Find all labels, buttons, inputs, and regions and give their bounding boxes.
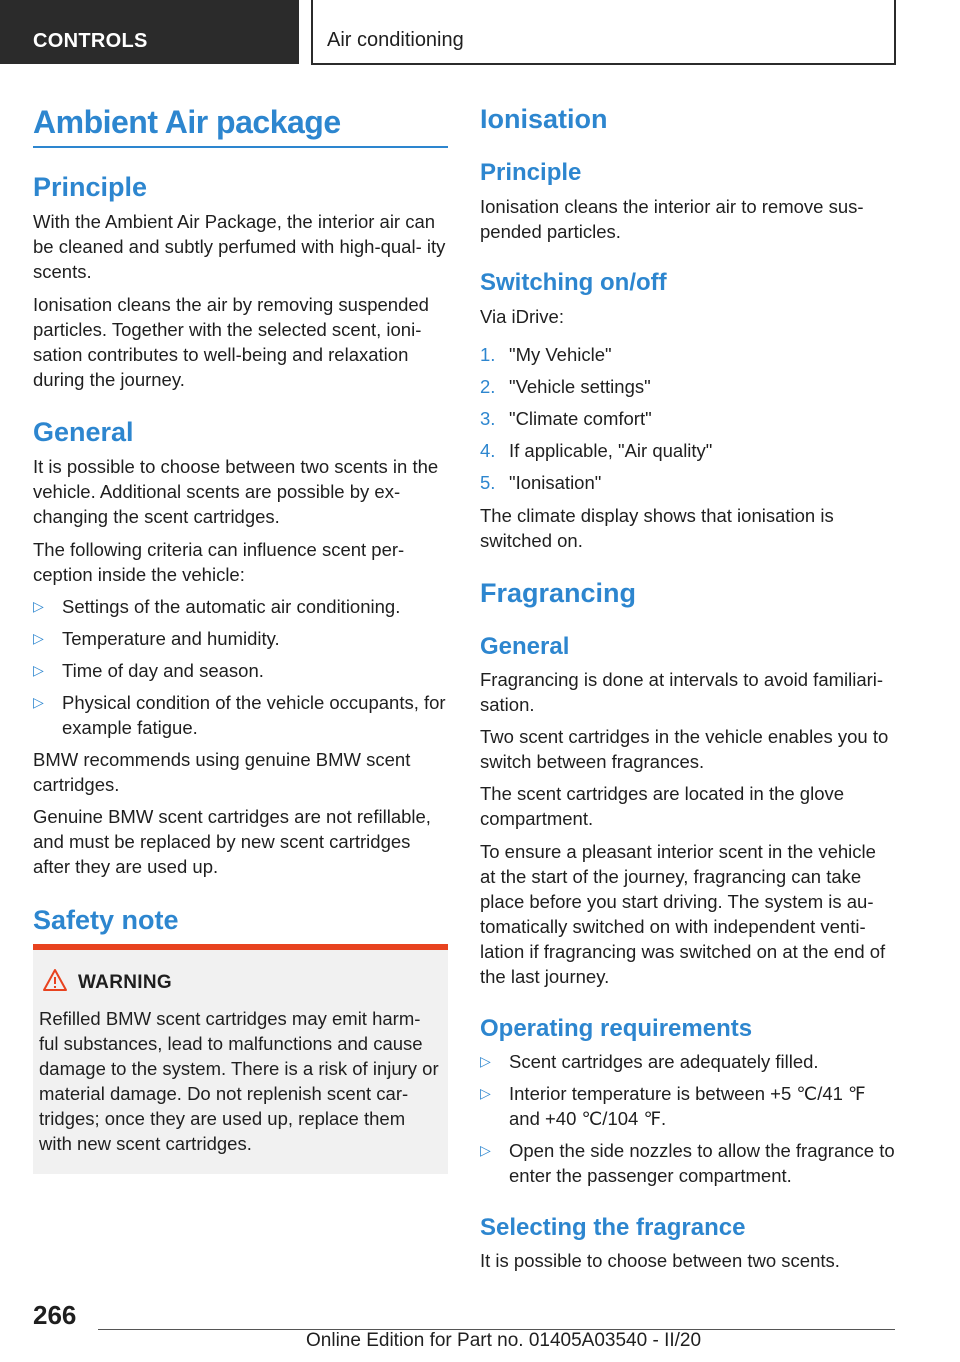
page-title: Ambient Air package bbox=[33, 104, 341, 140]
bullet-triangle-icon: ▷ bbox=[33, 598, 44, 614]
heading-principle: Principle bbox=[33, 172, 148, 202]
heading-general: General bbox=[480, 633, 570, 660]
heading-ionisation: Ionisation bbox=[480, 104, 608, 134]
bullet-triangle-icon: ▷ bbox=[33, 662, 44, 678]
bullet-triangle-icon: ▷ bbox=[33, 694, 44, 710]
footer-edition: Online Edition for Part no. 01405A03540 - II/20 bbox=[306, 1330, 702, 1351]
paragraph: To ensure a pleasant interior scent in the vehicle at the start of the journey, fragrancing can take place before you start driving. The system is au‐ tomatically switched on with independent venti‐ lation if fragrancing was switched on at the end of the last journey. bbox=[480, 841, 886, 987]
warning-bar bbox=[33, 944, 448, 950]
paragraph: Via iDrive: bbox=[480, 306, 564, 327]
bullet-triangle-icon: ▷ bbox=[480, 1142, 491, 1158]
paragraph: Ionisation cleans the air by removing suspended particles. Together with the selected scent, ioni‐ sation contributes to well-being and relaxation during the journey. bbox=[33, 294, 429, 390]
header-chapter-label: Air conditioning bbox=[327, 29, 464, 51]
heading-fragrancing: Fragrancing bbox=[480, 578, 637, 608]
heading-general: General bbox=[33, 417, 134, 447]
paragraph: With the Ambient Air Package, the interior air can be cleaned and subtly perfumed with high-qual‐ ity scents. bbox=[33, 211, 446, 282]
heading-safety-note: Safety note bbox=[33, 905, 179, 935]
bullet-triangle-icon: ▷ bbox=[480, 1085, 491, 1101]
bullet-triangle-icon: ▷ bbox=[480, 1053, 491, 1069]
paragraph: It is possible to choose between two scents. bbox=[480, 1250, 840, 1271]
bullet-triangle-icon: ▷ bbox=[33, 630, 44, 646]
heading-switching: Switching on/off bbox=[480, 269, 667, 296]
warning-text: Refilled BMW scent cartridges may emit harm‐ ful substances, lead to malfunctions and cause damage to the system. There is a risk of injury or material damage. Do not replenish scent car‐ tridges; once they are used up, replace them with new scent cartridges. bbox=[39, 1008, 439, 1154]
header-section-tab bbox=[0, 0, 299, 64]
paragraph: It is possible to choose between two scents in the vehicle. Additional scents are possible by ex‐ changing the scent cartridges. bbox=[33, 456, 439, 527]
warning-title: WARNING bbox=[78, 972, 172, 993]
paragraph: The climate display shows that ionisation is switched on. bbox=[480, 505, 834, 551]
title-divider bbox=[33, 146, 448, 148]
page-number: 266 bbox=[33, 1300, 77, 1330]
heading-operating-requirements: Operating requirements bbox=[480, 1015, 753, 1042]
header-chapter-tab bbox=[311, 0, 896, 65]
paragraph: The following criteria can influence scent per‐ ception inside the vehicle: bbox=[33, 539, 405, 585]
warning-triangle-icon bbox=[42, 968, 68, 992]
paragraph: Ionisation cleans the interior air to remove sus‐ pended particles. bbox=[480, 196, 864, 242]
paragraph: BMW recommends using genuine BMW scent cartridges. bbox=[33, 749, 411, 795]
paragraph: Genuine BMW scent cartridges are not refillable, and must be replaced by new scent cartridges after they are used up. bbox=[33, 806, 431, 877]
paragraph: Fragrancing is done at intervals to avoid familiari‐ sation. bbox=[480, 669, 884, 715]
heading-selecting-fragrance: Selecting the fragrance bbox=[480, 1214, 746, 1241]
header-section-label: CONTROLS bbox=[33, 30, 148, 52]
heading-principle: Principle bbox=[480, 159, 582, 186]
paragraph: The scent cartridges are located in the glove compartment. bbox=[480, 783, 845, 829]
warning-box bbox=[33, 944, 448, 1174]
paragraph: Two scent cartridges in the vehicle enables you to switch between fragrances. bbox=[480, 726, 889, 772]
